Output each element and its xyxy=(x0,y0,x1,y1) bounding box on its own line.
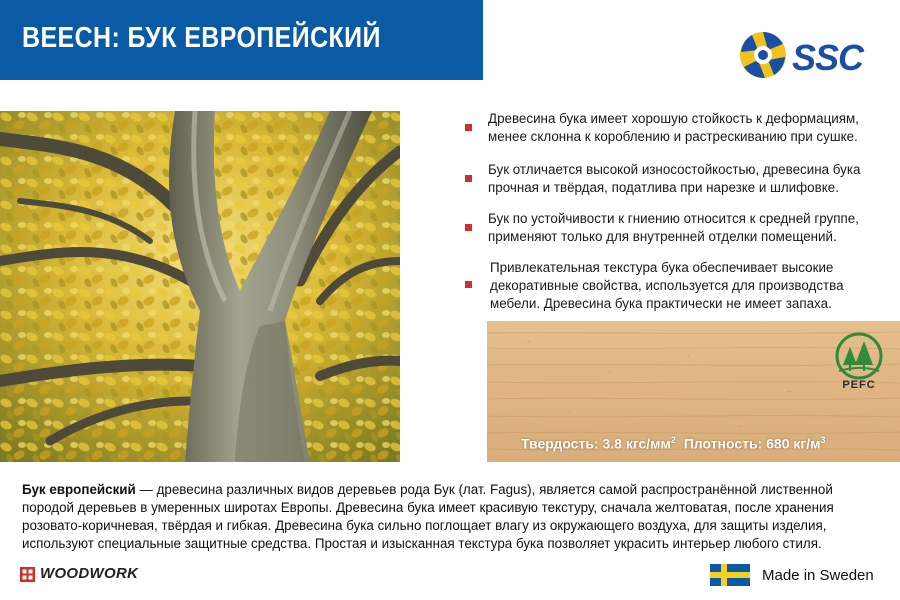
bullet-text: Бук по устойчивости к гниению относится к средней группе, применяют только для внутренней отделки помещений. xyxy=(488,211,859,244)
density-value: Плотность: 680 кг/м xyxy=(683,435,821,452)
page-title: BEECH: БУК ЕВРОПЕЙСКИЙ xyxy=(22,22,381,54)
pefc-label: PEFC xyxy=(842,379,876,391)
hardness-value: Твердость: 3.8 кгс/мм xyxy=(521,435,671,452)
bullet-text: Привлекательная текстура бука обеспечивает высокие декоративные свойства, используется для производства мебели. Древесина бука практически не имеет запаха. xyxy=(490,260,844,311)
woodwork-text: WOODWORK xyxy=(40,565,139,582)
bullet-icon xyxy=(465,281,472,288)
pefc-certification-logo xyxy=(833,331,889,395)
title-bar xyxy=(0,0,483,80)
wood-properties xyxy=(521,435,826,452)
bullet-icon xyxy=(465,175,472,182)
sweden-flag-icon xyxy=(710,564,750,586)
bullet-icon xyxy=(465,224,472,231)
description-text: — древесина различных видов деревьев рода Бук (лат. Fagus), является самой распространённой лиственной породой деревьев в умеренных широтах Европы. Древесина бука имеет красивую текстуру, сначала желтоватая, после хранения розовато-коричневая, твёрдая и гибкая. Древесина бука сильно поглощает влагу из окружающего воздуха, для защиты изделия, используют специальные защитные средства. Простая и изысканная текстура бука позволяет украсить интерьер любого стиля. xyxy=(22,482,834,551)
woodwork-grid-icon xyxy=(20,567,35,582)
hardness-unit-exponent: 2 xyxy=(670,435,676,445)
beech-tree-photo xyxy=(0,111,400,462)
density-unit-exponent: 3 xyxy=(820,435,826,445)
bullet-text: Бук отличается высокой износостойкостью, древесина бука прочная и твёрдая, податлива при нарезке и шлифовке. xyxy=(488,162,861,195)
bullet-icon xyxy=(465,124,472,131)
bullet-text: Древесина бука имеет хорошую стойкость к деформациям, менее склонна к короблению и растрескиванию при сушке. xyxy=(488,111,859,144)
ssc-logo xyxy=(738,30,868,86)
description-term: Бук европейский xyxy=(22,482,136,497)
ssc-logo-text: SSC xyxy=(792,37,864,78)
wood-texture-sample xyxy=(487,321,900,462)
ssc-aperture-icon xyxy=(738,30,788,80)
description-paragraph xyxy=(22,481,882,553)
made-in-label: Made in Sweden xyxy=(762,567,874,584)
